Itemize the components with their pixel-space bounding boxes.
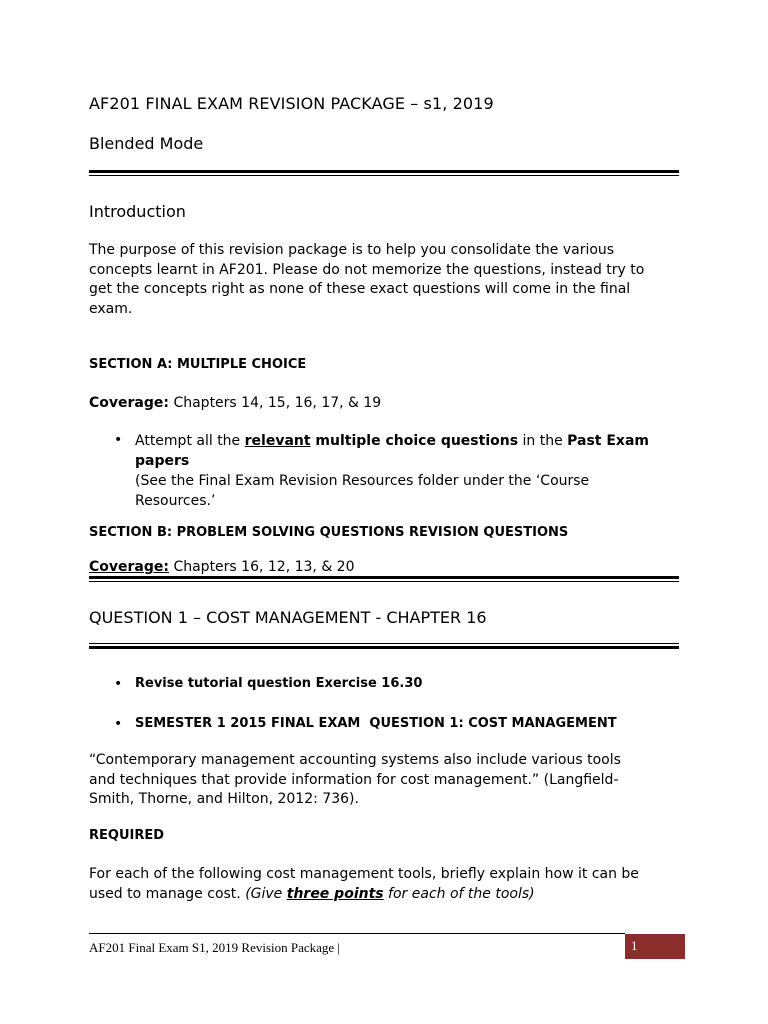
instruction-italic: (Give bbox=[245, 885, 287, 902]
section-a-bullet bbox=[135, 431, 695, 511]
intro-line: concepts learnt in AF201. Please do not memorize the questions, instead try to bbox=[89, 261, 645, 278]
section-b-heading: SECTION B: PROBLEM SOLVING QUESTIONS REVISION QUESTIONS bbox=[89, 525, 569, 540]
q1-quote bbox=[89, 751, 681, 810]
bullet-icon: • bbox=[114, 432, 123, 448]
header-rule-thin bbox=[89, 175, 679, 176]
page-number: 1 bbox=[631, 938, 638, 953]
coverage-value: Chapters 16, 12, 13, & 20 bbox=[173, 559, 355, 575]
section-a-heading: SECTION A: MULTIPLE CHOICE bbox=[89, 357, 307, 372]
page-number-badge bbox=[625, 934, 685, 959]
coverage-value: Chapters 14, 15, 16, 17, & 19 bbox=[173, 395, 382, 411]
intro-line: exam. bbox=[89, 300, 133, 317]
bullet-icon: • bbox=[114, 676, 123, 692]
question-1-title: QUESTION 1 – COST MANAGEMENT - CHAPTER 16 bbox=[89, 608, 487, 627]
bullet-icon: • bbox=[114, 716, 123, 732]
q1-instruction bbox=[89, 865, 681, 904]
instruction-italic: for each of the tools) bbox=[383, 885, 535, 902]
header-rule-thick bbox=[89, 170, 679, 173]
quote-line: and techniques that provide information for cost management.” (Langfield- bbox=[89, 771, 619, 788]
intro-heading: Introduction bbox=[89, 202, 186, 221]
section-b-coverage: Coverage: Chapters 16, 12, 13, & 20 bbox=[89, 559, 355, 575]
instruction-text: used to manage cost. bbox=[89, 885, 246, 902]
footer-text: AF201 Final Exam S1, 2019 Revision Package | bbox=[89, 940, 341, 955]
section-b-rule-thin bbox=[89, 581, 679, 582]
q1-bullet-exercise: Revise tutorial question Exercise 16.30 bbox=[135, 676, 423, 691]
document-title: AF201 FINAL EXAM REVISION PACKAGE – s1, 2019 bbox=[89, 94, 494, 113]
intro-line: The purpose of this revision package is to help you consolidate the various bbox=[89, 242, 615, 258]
bullet-line: Resources.’ bbox=[135, 493, 216, 509]
document-subtitle: Blended Mode bbox=[89, 134, 204, 153]
q1-bullet-semester: SEMESTER 1 2015 FINAL EXAM QUESTION 1: COST MANAGEMENT bbox=[135, 716, 617, 731]
bullet-text: Attempt all the bbox=[135, 433, 245, 449]
relevant-emphasis: relevant bbox=[244, 433, 311, 449]
quote-line: Smith, Thorne, and Hilton, 2012: 736). bbox=[89, 791, 359, 807]
quote-line: “Contemporary management accounting systems also include various tools bbox=[89, 752, 621, 768]
section-a-coverage: Coverage: Chapters 14, 15, 16, 17, & 19 bbox=[89, 395, 382, 411]
past-exam-emphasis: Past Exam papers bbox=[135, 433, 650, 469]
bullet-text: in the bbox=[518, 433, 568, 449]
instruction-line: For each of the following cost management tools, briefly explain how it can be bbox=[89, 866, 639, 882]
section-b-rule-thick bbox=[89, 576, 679, 579]
required-label: REQUIRED bbox=[89, 828, 165, 843]
coverage-label: Coverage bbox=[89, 559, 164, 575]
bullet-line: (See the Final Exam Revision Resources folder under the ‘Course bbox=[135, 473, 590, 489]
coverage-label: Coverage bbox=[89, 395, 164, 411]
mcq-emphasis: multiple choice questions bbox=[310, 433, 519, 449]
intro-paragraph bbox=[89, 241, 681, 319]
intro-line: get the concepts right as none of these exact questions will come in the final bbox=[89, 281, 631, 297]
question-rule-thick bbox=[89, 646, 679, 649]
footer-rule bbox=[89, 933, 625, 934]
question-rule-thin bbox=[89, 643, 679, 644]
three-points-emphasis: three points bbox=[286, 885, 384, 902]
